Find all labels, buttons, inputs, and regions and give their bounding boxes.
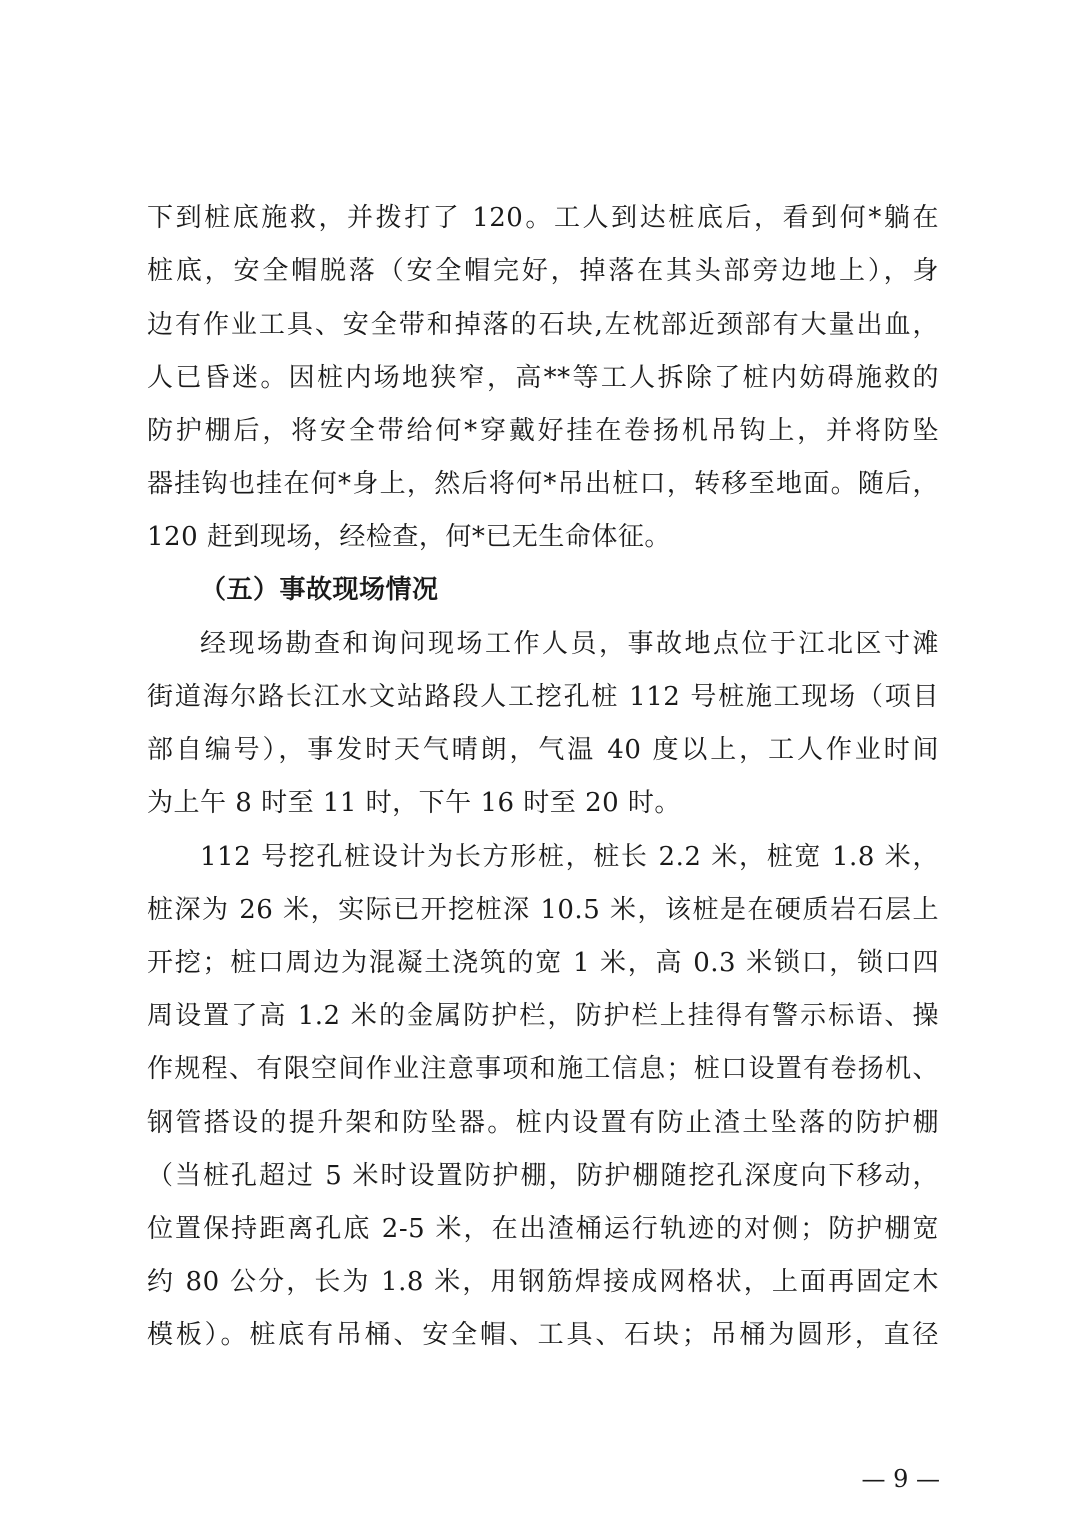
- paragraph-line: 防护棚后，将安全带给何*穿戴好挂在卷扬机吊钩上，并将防坠: [147, 416, 939, 446]
- paragraph-line: 器挂钩也挂在何*身上，然后将何*吊出桩口，转移至地面。随后，: [147, 469, 939, 499]
- paragraph-line: 边有作业工具、安全带和掉落的石块,左枕部近颈部有大量出血，: [147, 310, 939, 340]
- section-heading: （五）事故现场情况: [200, 575, 439, 605]
- paragraph-line: 街道海尔路长江水文站路段人工挖孔桩 112 号桩施工现场（项目: [147, 682, 939, 712]
- paragraph-line: 桩底，安全帽脱落（安全帽完好，掉落在其头部旁边地上），身: [147, 256, 939, 286]
- paragraph-line: 桩深为 26 米，实际已开挖桩深 10.5 米，该桩是在硬质岩石层上: [147, 895, 939, 925]
- paragraph-line: 经现场勘查和询问现场工作人员，事故地点位于江北区寸滩: [200, 629, 939, 659]
- paragraph-line: （当桩孔超过 5 米时设置防护棚，防护棚随挖孔深度向下移动，: [147, 1161, 939, 1191]
- paragraph-line: 位置保持距离孔底 2-5 米，在出渣桶运行轨迹的对侧；防护棚宽: [147, 1214, 939, 1244]
- paragraph-line: 112 号挖孔桩设计为长方形桩，桩长 2.2 米，桩宽 1.8 米，: [200, 842, 939, 872]
- paragraph-line: 周设置了高 1.2 米的金属防护栏，防护栏上挂得有警示标语、操: [147, 1001, 939, 1031]
- page-number: — 9 —: [861, 1465, 940, 1493]
- paragraph-line: 120 赶到现场，经检查，何*已无生命体征。: [147, 522, 671, 552]
- paragraph-line: 下到桩底施救，并拨打了 120。工人到达桩底后，看到何*躺在: [147, 203, 939, 233]
- paragraph-line: 为上午 8 时至 11 时，下午 16 时至 20 时。: [147, 788, 681, 818]
- paragraph-line: 部自编号），事发时天气晴朗，气温 40 度以上，工人作业时间: [147, 735, 939, 765]
- paragraph-line: 开挖；桩口周边为混凝土浇筑的宽 1 米，高 0.3 米锁口，锁口四: [147, 948, 939, 978]
- paragraph-line: 人已昏迷。因桩内场地狭窄，高**等工人拆除了桩内妨碍施救的: [147, 363, 939, 393]
- paragraph-line: 钢管搭设的提升架和防坠器。桩内设置有防止渣土坠落的防护棚: [147, 1108, 939, 1138]
- paragraph-line: 模板）。桩底有吊桶、安全帽、工具、石块；吊桶为圆形，直径: [147, 1320, 939, 1350]
- paragraph-line: 约 80 公分，长为 1.8 米，用钢筋焊接成网格状，上面再固定木: [147, 1267, 939, 1297]
- paragraph-line: 作规程、有限空间作业注意事项和施工信息；桩口设置有卷扬机、: [147, 1054, 939, 1084]
